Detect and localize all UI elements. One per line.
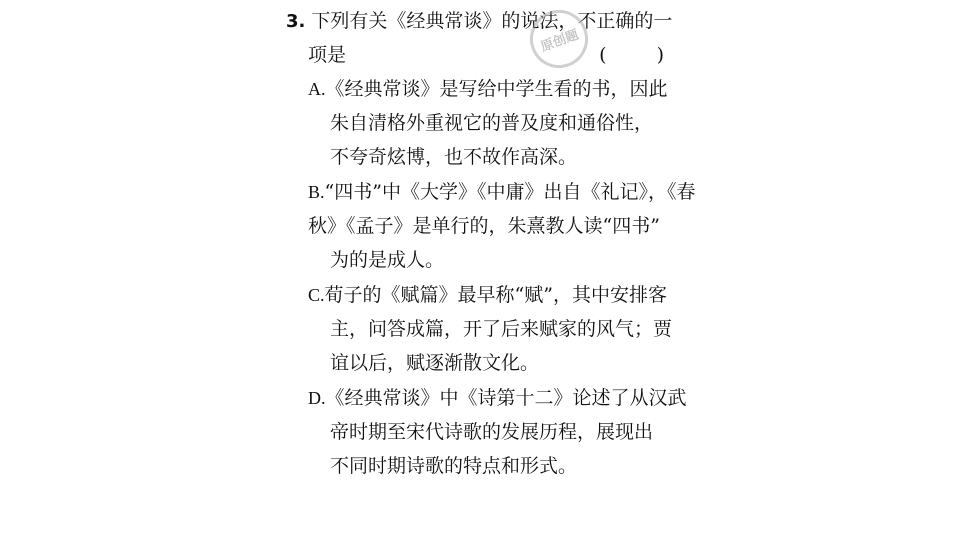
- option-a-line-3: [330, 142, 577, 172]
- option-a-text-1: 《经典常谈》是写给中学生看的书，因此: [325, 78, 668, 100]
- option-b-letter: B.: [308, 182, 325, 202]
- option-c-letter: C.: [308, 285, 325, 305]
- option-a-line-2: [330, 108, 653, 138]
- option-b-line-2: [308, 211, 660, 241]
- option-d-line-3: [330, 451, 577, 481]
- option-b-text-2: 秋》《孟子》是单行的，朱熹教人读“四书”: [308, 215, 660, 237]
- option-c-line-1: [308, 280, 667, 310]
- option-d-text-1: 《经典常谈》中《诗第十二》论述了从汉武: [325, 387, 687, 409]
- option-d-line-1: [308, 383, 687, 413]
- question-stem-text: 下列有关《经典常谈》的说法，不正确的一: [311, 10, 673, 32]
- option-a-text-2: 朱自清格外重视它的普及度和通俗性，: [330, 112, 654, 134]
- option-d-line-2: [330, 417, 653, 447]
- option-c-text-2: 主，问答成篇，开了后来赋家的风气；贾: [330, 318, 673, 340]
- option-b-line-3: [330, 245, 444, 275]
- option-b-text-1: “四书”中《大学》《中庸》出自《礼记》，《春: [324, 181, 696, 203]
- option-a-line-1: [308, 74, 668, 104]
- option-c-text-1: 荀子的《赋篇》最早称“赋”，其中安排客: [324, 284, 667, 306]
- option-c-line-3: [330, 348, 539, 378]
- option-d-text-2: 帝时期至宋代诗歌的发展历程，展现出: [330, 421, 654, 443]
- question-stem-line-2: [308, 40, 686, 70]
- question-number: 3.: [286, 11, 306, 32]
- option-a-letter: A.: [308, 79, 326, 99]
- option-b-line-1: [308, 177, 695, 207]
- question-stem-text-2: 项是: [308, 44, 347, 66]
- question-stem-line-1: [286, 6, 672, 36]
- answer-blank[interactable]: ( ): [599, 44, 686, 66]
- option-c-line-2: [330, 314, 672, 344]
- option-a-text-3: 不夸奇炫博，也不故作高深。: [330, 146, 578, 168]
- option-d-letter: D.: [308, 388, 326, 408]
- stamp-text: 原创题: [538, 27, 581, 55]
- option-c-text-3: 谊以后，赋逐渐散文化。: [330, 352, 540, 374]
- option-b-text-3: 为的是成人。: [330, 249, 445, 271]
- option-d-text-3: 不同时期诗歌的特点和形式。: [330, 455, 578, 477]
